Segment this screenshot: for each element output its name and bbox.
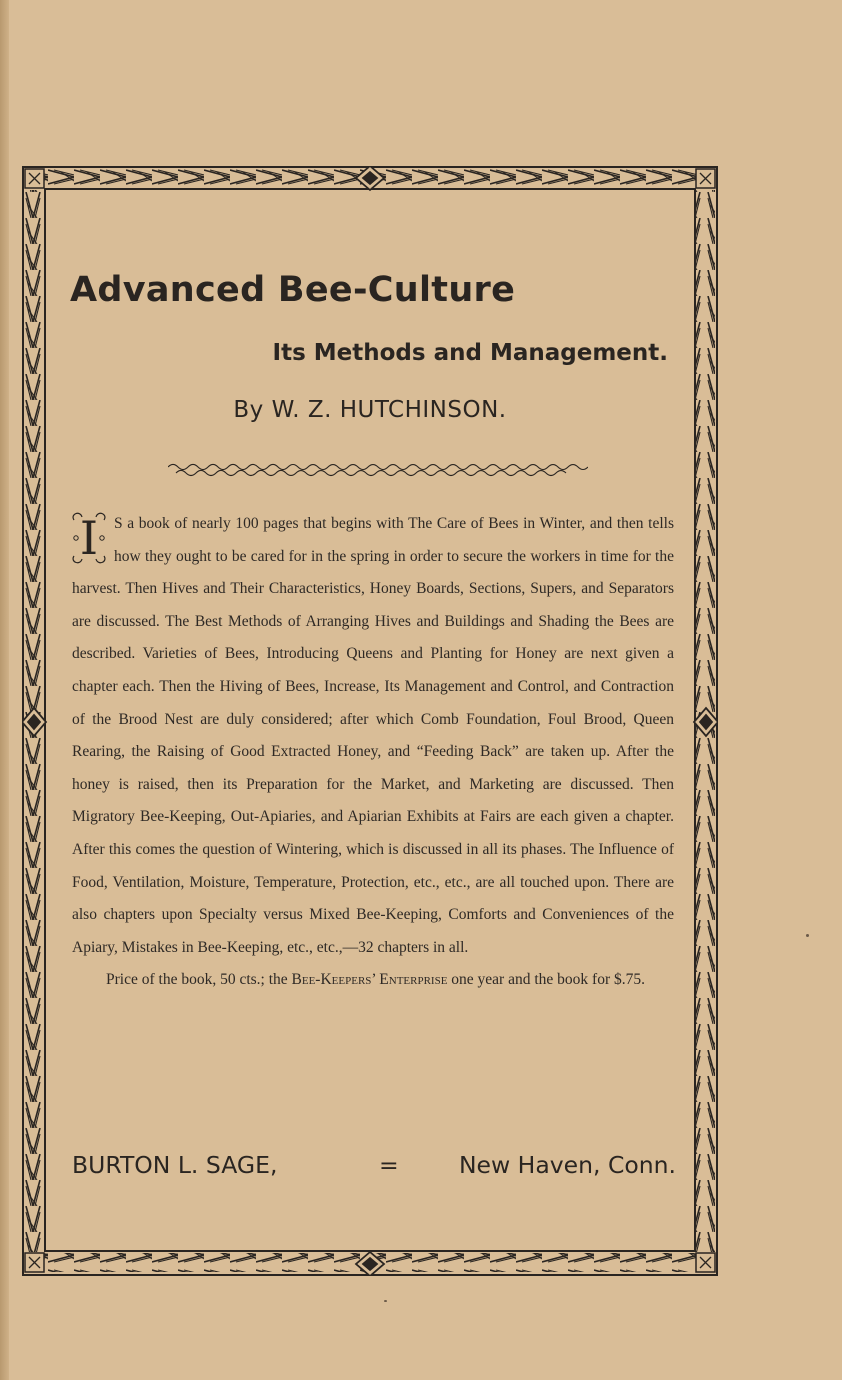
price-paragraph bbox=[72, 964, 674, 997]
advertisement bbox=[22, 166, 718, 1276]
page-binding-edge bbox=[0, 0, 9, 1380]
ad-body-copy bbox=[72, 508, 674, 997]
paper-speck bbox=[384, 1300, 387, 1302]
ad-author-byline: By W. Z. HUTCHINSON. bbox=[233, 397, 507, 423]
journal-name: Bee-Keepers’ Enterprise bbox=[291, 971, 448, 989]
publisher-separator: = bbox=[379, 1151, 399, 1179]
ornate-drop-cap-icon bbox=[70, 510, 108, 564]
wavy-divider bbox=[168, 462, 588, 478]
publisher-location: New Haven, Conn. bbox=[458, 1151, 676, 1179]
price-intro: Price of the book, 50 cts.; the bbox=[106, 971, 288, 989]
description-text: S a book of nearly 100 pages that begins with The Care of Bees in Winter, and then tells how they ought to be cared for in the spring in order to secure the workers in time for the harvest. Then Hives and Their Characteristics, Honey Boards, Sections, Supers, and Separators are discussed. The Best Methods of Arranging Hives and Buildings and Shading the Bees are described. Varieties of Bees, Introducing Queens and Planting for Honey are next given a chapter each. Then the Hiving of Bees, Increase, Its Management and Control, and Contraction of the Brood Nest are duly considered; after which Comb Foundation, Foul Brood, Queen Rearing, the Raising of Good Extracted Honey, and “Feeding Back” are taken up. After the honey is raised, then its Preparation for the Market, and Marketing are discussed. Then Migratory Bee-Keeping, Out-Apiaries, and Apiarian Exhibits at Fairs are each given a chapter. After this comes the question of Wintering, which is discussed in all its phases. The Influence of Food, Ventilation, Moisture, Temperature, Protection, etc., etc., are all touched upon. There are also chapters upon Specialty versus Mixed Bee-Keeping, Comforts and Conveniences of the Apiary, Mistakes in Bee-Keeping, etc., etc.,—32 chapters in all. bbox=[72, 515, 674, 956]
publisher-name: BURTON L. SAGE, bbox=[72, 1151, 278, 1179]
price-outro: one year and the book for $.75. bbox=[451, 971, 645, 989]
ad-heading: Advanced Bee-Culture bbox=[70, 270, 516, 310]
paper-speck bbox=[806, 934, 809, 937]
drop-cap-letter: I bbox=[79, 511, 99, 564]
description-paragraph bbox=[72, 508, 674, 964]
ad-subheading: Its Methods and Management. bbox=[272, 340, 668, 366]
